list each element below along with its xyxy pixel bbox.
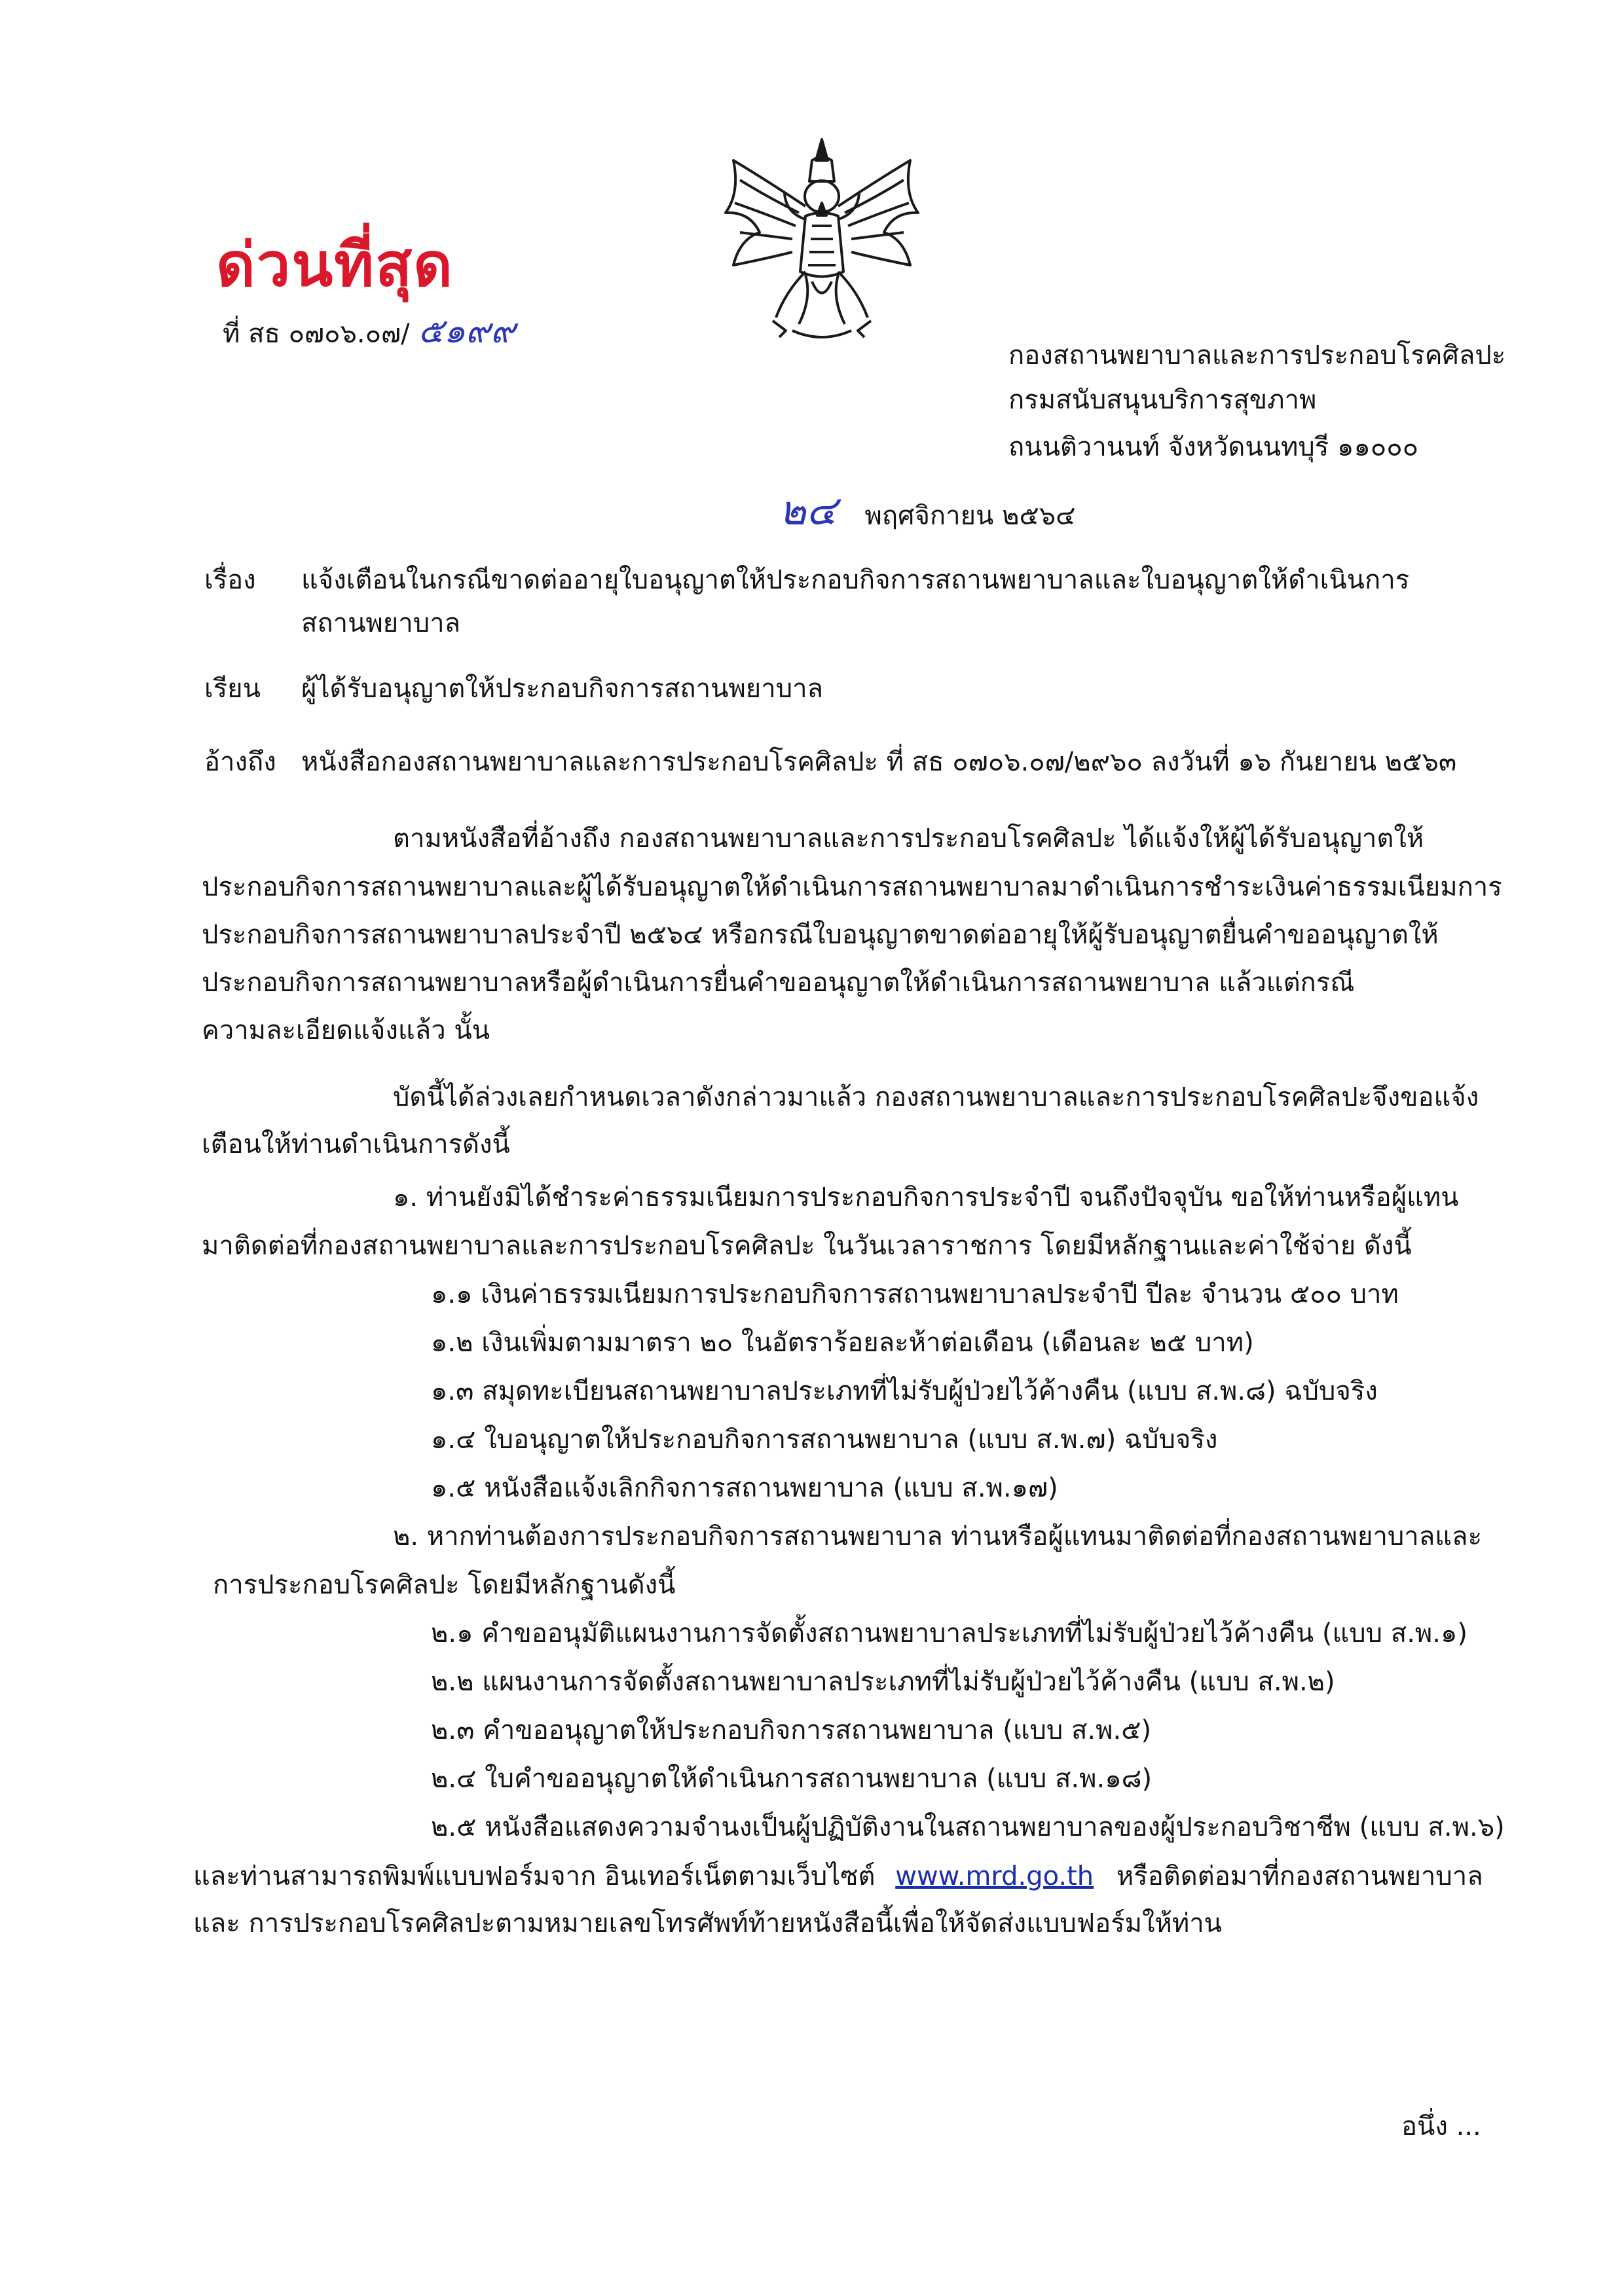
date-month-year: พฤศจิกายน ๒๕๖๔ [864, 501, 1076, 531]
letter-date [779, 486, 1076, 534]
item1-sub-line: ๑.๕ หนังสือแจ้งเลิกกิจการสถานพยาบาล (แบบ ส.พ.๑๗) [431, 1473, 1058, 1503]
sender-line-3: ถนนติวานนท์ จังหวัดนนทบุรี ๑๑๐๐๐ [1008, 432, 1419, 462]
item2-sub-line: ๒.๓ คำขออนุญาตให้ประกอบกิจการสถานพยาบาล (แบบ ส.พ.๕) [431, 1715, 1152, 1745]
item2-line: การประกอบโรคศิลปะ โดยมีหลักฐานดังนี้ [213, 1570, 676, 1600]
date-day-handwritten: ๒๔ [779, 486, 837, 534]
para1-line: ประกอบกิจการสถานพยาบาลและผู้ได้รับอนุญาตให้ดำเนินการสถานพยาบาลมาดำเนินการชำระเงินค่าธรรมเนียมการ [202, 872, 1502, 902]
item1-sub-line: ๑.๑ เงินค่าธรรมเนียมการประกอบกิจการสถานพยาบาลประจำปี ปีละ จำนวน ๕๐๐ บาท [431, 1279, 1399, 1309]
para2-line: เตือนให้ท่านดำเนินการดังนี้ [202, 1129, 510, 1159]
item1-line: ๑. ท่านยังมิได้ชำระค่าธรรมเนียมการประกอบกิจการประจำปี จนถึงปัจจุบัน ขอให้ท่านหรือผู้แทน [393, 1182, 1459, 1212]
recipient-text: ผู้ได้รับอนุญาตให้ประกอบกิจการสถานพยาบาล [301, 674, 824, 704]
urgency-stamp: ด่วนที่สุด [216, 229, 454, 300]
sender-line-1: กองสถานพยาบาลและการประกอบโรคศิลปะ [1008, 340, 1506, 371]
closing-line-2: และ การประกอบโรคศิลปะตามหมายเลขโทรศัพท์ท้ายหนังสือนี้เพื่อให้จัดส่งแบบฟอร์มให้ท่าน [193, 1908, 1223, 1939]
para1-line: ประกอบกิจการสถานพยาบาลหรือผู้ดำเนินการยื่นคำขออนุญาตให้ดำเนินการสถานพยาบาล แล้วแต่กรณี [202, 968, 1355, 998]
item1-sub-line: ๑.๒ เงินเพิ่มตามมาตรา ๒๐ ในอัตราร้อยละห้าต่อเดือน (เดือนละ ๒๕ บาท) [431, 1328, 1254, 1358]
doc-number [223, 313, 515, 352]
reference-text: หนังสือกองสถานพยาบาลและการประกอบโรคศิลปะ ที่ สธ ๐๗๐๖.๐๗/๒๙๖๐ ลงวันที่ ๑๖ กันยายน ๒๕๖๓ [301, 747, 1457, 777]
item2-sub-line: ๒.๑ คำขออนุมัติแผนงานการจัดตั้งสถานพยาบาลประเภทที่ไม่รับผู้ป่วยไว้ค้างคืน (แบบ ส.พ.๑) [431, 1618, 1467, 1649]
para1-line: ประกอบกิจการสถานพยาบาลประจำปี ๒๕๖๔ หรือกรณีใบอนุญาตขาดต่ออายุให้ผู้รับอนุญาตยื่นคำขออนุญาตให้ [202, 920, 1439, 950]
item2-sub-line: ๒.๒ แผนงานการจัดตั้งสถานพยาบาลประเภทที่ไม่รับผู้ป่วยไว้ค้างคืน (แบบ ส.พ.๒) [431, 1667, 1335, 1697]
subject-label: เรื่อง [204, 565, 256, 595]
item2-sub-line: ๒.๕ หนังสือแสดงความจำนงเป็นผู้ปฏิบัติงานในสถานพยาบาลของผู้ประกอบวิชาชีพ (แบบ ส.พ.๖) [431, 1812, 1505, 1842]
closing-text-before: และท่านสามารถพิมพ์แบบฟอร์มจาก อินเทอร์เน็ตตามเว็บไซต์ [193, 1861, 876, 1891]
item2-sub-line: ๒.๔ ใบคำขออนุญาตให้ดำเนินการสถานพยาบาล (แบบ ส.พ.๑๘) [431, 1764, 1153, 1794]
sender-line-2: กรมสนับสนุนบริการสุขภาพ [1008, 385, 1317, 415]
para2-line: บัดนี้ได้ล่วงเลยกำหนดเวลาดังกล่าวมาแล้ว กองสถานพยาบาลและการประกอบโรคศิลปะจึงขอแจ้ง [393, 1082, 1479, 1112]
item1-sub-line: ๑.๓ สมุดทะเบียนสถานพยาบาลประเภทที่ไม่รับผู้ป่วยไว้ค้างคืน (แบบ ส.พ.๘) ฉบับจริง [431, 1376, 1378, 1406]
doc-number-prefix: ที่ สธ ๐๗๐๖.๐๗/ [223, 319, 410, 349]
para1-line: ความละเอียดแจ้งแล้ว นั้น [202, 1015, 490, 1046]
reference-label: อ้างถึง [204, 747, 276, 777]
subject-line-2: สถานพยาบาล [301, 608, 461, 638]
continuation-text: อนึ่ง ... [1401, 2111, 1481, 2141]
doc-number-handwritten: ๕๑๙๙ [418, 312, 515, 351]
recipient-label: เรียน [204, 674, 261, 704]
item1-line: มาติดต่อที่กองสถานพยาบาลและการประกอบโรคศิลปะ ในวันเวลาราชการ โดยมีหลักฐานและค่าใช้จ่าย ดังนี้ [202, 1231, 1412, 1261]
para1-line: ตามหนังสือที่อ้างถึง กองสถานพยาบาลและการประกอบโรคศิลปะ ได้แจ้งให้ผู้ได้รับอนุญาตให้ [393, 824, 1424, 854]
garuda-emblem-icon [714, 134, 930, 350]
subject-line-1: แจ้งเตือนในกรณีขาดต่ออายุใบอนุญาตให้ประกอบกิจการสถานพยาบาลและใบอนุญาตให้ดำเนินการ [301, 565, 1410, 595]
closing-text-after: หรือติดต่อมาที่กองสถานพยาบาล [1116, 1861, 1483, 1891]
closing-line-1 [193, 1858, 1483, 1895]
item2-line: ๒. หากท่านต้องการประกอบกิจการสถานพยาบาล ท่านหรือผู้แทนมาติดต่อที่กองสถานพยาบาลและ [393, 1522, 1483, 1552]
website-link[interactable]: www.mrd.go.th [895, 1861, 1094, 1891]
item1-sub-line: ๑.๔ ใบอนุญาตให้ประกอบกิจการสถานพยาบาล (แบบ ส.พ.๗) ฉบับจริง [431, 1425, 1218, 1455]
